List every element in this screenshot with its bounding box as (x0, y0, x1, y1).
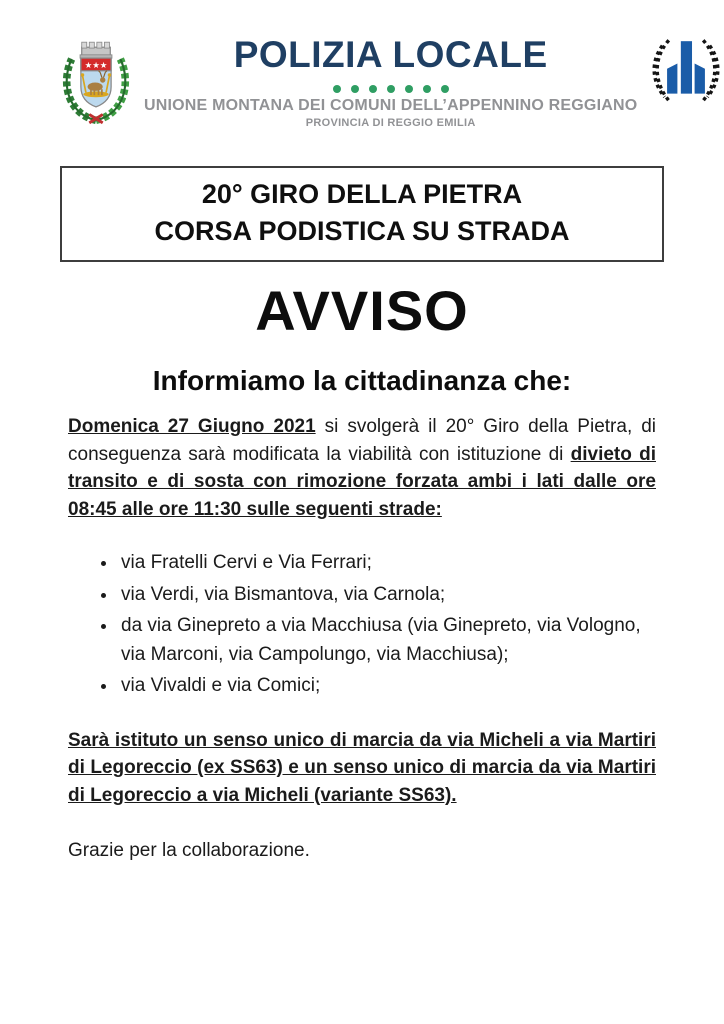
svg-text:★: ★ (99, 60, 108, 71)
notice-body (68, 413, 656, 864)
event-title-line1: 20° GIRO DELLA PIETRA (201, 179, 523, 209)
green-dot-icon (351, 85, 359, 93)
province-name: PROVINCIA DI REGGIO EMILIA (305, 116, 476, 129)
streets-list (68, 549, 656, 701)
one-way-paragraph: Sarà istituto un senso unico di marcia da via Micheli a via Martiri di Legoreccio (ex SS63) e un senso unico di marcia da via Martiri di Legoreccio a via Micheli (variante SS63). (68, 729, 656, 806)
notice-subtitle: Informiamo la cittadinanza che: (152, 365, 572, 396)
event-title-box (60, 166, 664, 262)
street-item: • via Vivaldi e via Comici; (118, 672, 656, 701)
paragraph-text: si svolgerà il 20° Giro della Pietra, di conseguenza sarà modificata la viabilità con istituzione di (68, 416, 656, 465)
coat-of-arms-icon (54, 30, 138, 130)
svg-text:★: ★ (84, 60, 93, 71)
header (0, 0, 724, 130)
notice-title: AVVISO (255, 279, 469, 342)
green-dot-icon (423, 85, 431, 93)
header-text-block (138, 30, 643, 129)
street-item: • da via Ginepreto a via Macchiusa (via Ginepreto, via Vologno, via Marconi, via Campolungo, via Macchiusa); (118, 612, 656, 669)
polizia-locale-emblem-icon (643, 30, 724, 110)
svg-text:★: ★ (92, 60, 100, 71)
green-dot-icon (369, 85, 377, 93)
organization-name: UNIONE MONTANA DEI COMUNI DELL’APPENNINO REGGIANO (144, 96, 638, 114)
green-dot-icon (333, 85, 341, 93)
restriction-emphasis: divieto di transito e di sosta con rimozione forzata ambi i lati dalle ore 08:45 alle ore 11:30 sulle seguenti strade: (68, 443, 656, 520)
dots-row (144, 80, 637, 90)
closing-text: Grazie per la collaborazione. (68, 840, 310, 861)
street-item: • via Verdi, via Bismantova, via Carnola; (118, 581, 656, 610)
page-title: POLIZIA LOCALE (233, 34, 548, 75)
date-emphasis: Domenica 27 Giugno 2021 (68, 416, 316, 437)
main-paragraph (68, 413, 656, 523)
street-item: • via Fratelli Cervi e Via Ferrari; (118, 549, 656, 578)
green-dot-icon (405, 85, 413, 93)
green-dot-icon (441, 85, 449, 93)
green-dot-icon (387, 85, 395, 93)
event-title-line2: CORSA PODISTICA SU STRADA (154, 216, 570, 246)
